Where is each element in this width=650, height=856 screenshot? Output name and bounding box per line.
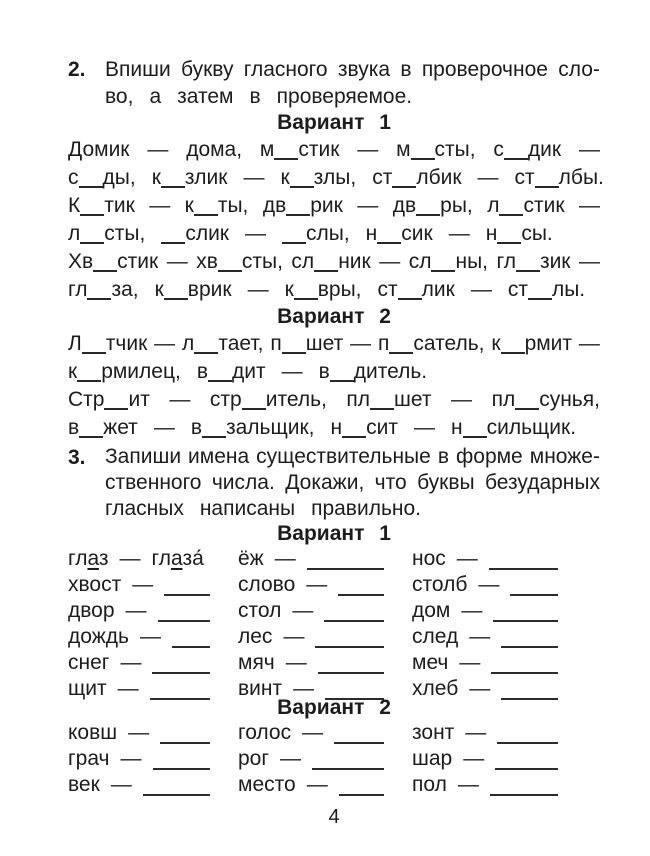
page-number: 4: [328, 806, 340, 828]
word: м стик: [259, 138, 340, 161]
word: к рмилец,: [68, 360, 181, 383]
word: ёж: [238, 547, 264, 570]
word-pair-cell: [68, 624, 210, 650]
word: зонт: [412, 721, 455, 744]
word: л тает,: [182, 332, 264, 355]
em-dash: —: [120, 651, 142, 674]
answer-blank-line: [491, 650, 558, 674]
answer-blank-line: [510, 572, 558, 596]
word: —: [149, 194, 171, 217]
word: Хв стик: [68, 250, 159, 273]
fill-in-blank: [82, 347, 106, 354]
exercise-3-number: 3.: [68, 446, 86, 469]
fill-in-blank: [392, 181, 416, 188]
word: дв рик: [262, 194, 343, 217]
em-dash: —: [280, 747, 302, 770]
exercise-2-number: 2.: [68, 58, 86, 81]
fill-in-blank: [218, 265, 242, 272]
fill-in-blank: [342, 431, 366, 438]
exercise-2-variant-2-heading: Вариант 2: [277, 305, 391, 328]
fill-in-blank: [294, 293, 318, 300]
answer-blank-line: [334, 720, 384, 744]
word-pair-row: [68, 598, 558, 624]
word: век: [68, 773, 100, 796]
word: —: [357, 138, 379, 161]
word: —: [357, 194, 379, 217]
word-pair-cell: [68, 546, 210, 572]
word: стр итель,: [209, 388, 327, 411]
fill-in-blank: [194, 209, 218, 216]
word-pair-cell: [412, 624, 558, 650]
word: затем: [177, 85, 234, 108]
word: винт: [238, 677, 283, 700]
word: —: [281, 360, 303, 383]
word: м сты,: [396, 138, 476, 161]
word: в дит: [196, 360, 266, 383]
word-pair-cell: [412, 746, 558, 772]
word: голос: [238, 721, 292, 744]
fill-in-blank: [202, 431, 226, 438]
word-pair-cell: [68, 650, 210, 676]
text-line: [68, 164, 604, 192]
fill-in-blank: [282, 237, 306, 244]
em-dash: —: [274, 547, 296, 570]
answer-blank-line: [324, 598, 384, 622]
word: во,: [105, 85, 134, 108]
word: Домик: [68, 138, 130, 161]
word: к злы,: [280, 166, 357, 189]
word-pair-cell: [238, 720, 384, 746]
exercise-2-instruction: [105, 56, 600, 110]
exercise-3-variant-2-heading: Вариант 2: [277, 696, 391, 719]
word: —: [379, 250, 401, 273]
fill-in-blank: [314, 265, 338, 272]
word: числа.: [211, 471, 275, 494]
word: Стр ит: [68, 388, 150, 411]
word-pair-row: [68, 546, 558, 572]
word: снег: [68, 651, 110, 674]
text-line: [68, 248, 600, 276]
word: форме: [455, 445, 523, 468]
word: Запиши: [105, 445, 182, 468]
underlined-letter: а: [87, 547, 99, 570]
word: дождь: [68, 625, 129, 648]
em-dash: —: [306, 773, 328, 796]
word-pair-cell: [238, 598, 384, 624]
word: —: [154, 332, 176, 355]
word-pair-cell: [412, 572, 558, 598]
word-pair-cell: [68, 772, 210, 798]
word: н сы.: [485, 222, 553, 245]
word: правильно.: [311, 497, 421, 520]
answer-blank-line: [150, 676, 210, 700]
word: н сик: [365, 222, 433, 245]
word: пл сунья,: [491, 388, 600, 411]
word: дом: [412, 599, 451, 622]
em-dash: —: [132, 573, 154, 596]
word-pair-cell: [412, 676, 558, 702]
word: нос: [412, 547, 446, 570]
text-line: [68, 276, 600, 304]
word: множе-: [529, 445, 600, 468]
exercise-3-variant-1-table: [68, 546, 558, 702]
fill-in-blank: [528, 293, 552, 300]
word: —: [166, 250, 188, 273]
fill-in-blank: [497, 237, 521, 244]
fill-in-blank: [80, 237, 104, 244]
fill-in-blank: [282, 347, 306, 354]
answer-blank-line: [490, 772, 558, 796]
word: —: [247, 278, 269, 301]
word: в: [249, 85, 261, 108]
word: —: [350, 332, 372, 355]
word: слик: [161, 220, 229, 248]
answer-blank-line: [489, 546, 558, 570]
text-line: [68, 136, 600, 164]
em-dash: —: [120, 747, 142, 770]
word: буквы: [417, 471, 475, 494]
word: в дитель.: [318, 360, 428, 383]
word-pair-cell: [412, 772, 558, 798]
em-dash: —: [463, 747, 485, 770]
text-line: [68, 358, 600, 386]
exercise-3-variant-1-heading: Вариант 1: [277, 522, 391, 545]
text-line: [68, 192, 600, 220]
word: Л тчик: [68, 332, 148, 355]
word: —: [244, 222, 266, 245]
word: дома,: [186, 138, 243, 161]
fill-in-blank: [79, 431, 103, 438]
word: шар: [412, 747, 453, 770]
word: н сит: [330, 416, 398, 439]
answer-blank-line: [312, 746, 384, 770]
em-dash: —: [117, 677, 139, 700]
word: проверочное: [421, 58, 548, 81]
word: проверяемое.: [276, 85, 413, 108]
fill-in-blank: [411, 153, 435, 160]
word: гл за,: [68, 278, 139, 301]
word-pair-cell: [68, 572, 210, 598]
em-dash: —: [292, 599, 314, 622]
word: хв сты,: [196, 250, 283, 273]
word: что: [374, 471, 407, 494]
word-pair-row: [68, 772, 558, 798]
word: —: [477, 166, 499, 189]
em-dash: —: [306, 573, 328, 596]
fill-in-blank: [398, 293, 422, 300]
word-pair-cell: [238, 624, 384, 650]
word: гласного: [243, 58, 328, 81]
answer-blank-line: [339, 772, 384, 796]
word-pair-cell: [68, 746, 210, 772]
em-dash: —: [128, 721, 150, 744]
em-dash: —: [456, 547, 478, 570]
word: —: [413, 416, 435, 439]
answer-word: глаза́: [151, 547, 204, 570]
word: сл ны,: [408, 250, 488, 273]
fill-in-blank: [87, 293, 111, 300]
em-dash: —: [125, 599, 147, 622]
word: ст лик: [377, 278, 455, 301]
exercise-3-instruction: [105, 444, 600, 522]
word: двор: [68, 599, 115, 622]
word-pair-cell: [68, 676, 210, 702]
fill-in-blank: [431, 265, 455, 272]
text-line: [105, 444, 600, 470]
answer-blank-line: [493, 598, 558, 622]
word: пол: [412, 773, 447, 796]
em-dash: —: [461, 599, 483, 622]
exercise-2-variant-1-lines: [68, 136, 604, 304]
answer-blank-line: [315, 624, 384, 648]
word: —: [578, 332, 600, 355]
word: дв ры,: [392, 194, 473, 217]
answer-blank-line: [153, 746, 211, 770]
word: —: [578, 138, 600, 161]
fill-in-blank: [77, 375, 101, 382]
answer-blank-line: [338, 572, 384, 596]
fill-in-blank: [104, 403, 128, 410]
exercise-2-header: [68, 56, 600, 110]
word: рог: [238, 747, 270, 770]
text-line: [105, 470, 600, 496]
word: к злик: [151, 166, 228, 189]
fill-in-blank: [516, 265, 540, 272]
em-dash: —: [139, 625, 161, 648]
word-pair-cell: [412, 598, 558, 624]
word: столб: [412, 573, 468, 596]
fill-in-blank: [274, 153, 298, 160]
word-pair-row: [68, 624, 558, 650]
answer-blank-line: [318, 650, 384, 674]
word: слово: [238, 573, 296, 596]
word: к врик: [154, 278, 232, 301]
word: —: [470, 278, 492, 301]
word: к ты,: [184, 194, 249, 217]
fill-in-blank: [463, 431, 487, 438]
answer-blank-line: [495, 746, 558, 770]
word: —: [169, 388, 191, 411]
em-dash: —: [459, 651, 481, 674]
fill-in-blank: [286, 209, 310, 216]
word: —: [578, 194, 600, 217]
fill-in-blank: [330, 375, 354, 382]
word: букву: [181, 58, 234, 81]
fill-in-blank: [499, 209, 523, 216]
word: сло-: [558, 58, 600, 81]
fill-in-blank: [242, 403, 266, 410]
word: меч: [412, 651, 449, 674]
word: ст лбы.: [514, 166, 604, 189]
word: стол: [238, 599, 282, 622]
fill-in-blank: [377, 237, 401, 244]
word: лес: [238, 625, 273, 648]
answer-blank-line: [307, 546, 384, 570]
word: грач: [68, 747, 110, 770]
fill-in-blank: [79, 181, 103, 188]
word: п сатель,: [377, 332, 485, 355]
em-dash: —: [283, 625, 305, 648]
word: —: [451, 388, 473, 411]
word: Докажи,: [285, 471, 365, 494]
text-line: [68, 330, 600, 358]
word: ст лбик: [372, 166, 462, 189]
em-dash: —: [469, 677, 491, 700]
text-line: [105, 56, 600, 83]
answer-blank-line: [152, 650, 210, 674]
exercise-2-variant-1-heading: Вариант 1: [277, 111, 391, 134]
fill-in-blank: [515, 403, 539, 410]
fill-in-blank: [208, 375, 232, 382]
word: —: [579, 250, 600, 273]
answer-blank-line: [501, 624, 558, 648]
exercise-2-variant-2-lines: [68, 330, 600, 442]
word: безударных: [484, 471, 600, 494]
word: с дик: [493, 138, 562, 161]
fill-in-blank: [370, 403, 394, 410]
word: н сильщик.: [450, 416, 577, 439]
em-dash: —: [119, 547, 141, 570]
word: слы,: [282, 220, 350, 248]
em-dash: —: [457, 773, 479, 796]
word: существительные: [256, 445, 431, 468]
word: хлеб: [412, 677, 459, 700]
fill-in-blank: [504, 153, 528, 160]
word: К тик: [68, 194, 135, 217]
word: п шет: [270, 332, 344, 355]
word: а: [149, 85, 162, 108]
word: —: [243, 166, 265, 189]
em-dash: —: [478, 573, 500, 596]
word-pair-cell: [412, 720, 558, 746]
word: гл зик: [496, 250, 571, 273]
fill-in-blank: [194, 347, 218, 354]
fill-in-blank: [416, 209, 440, 216]
word: к вры,: [284, 278, 362, 301]
word: написаны: [199, 497, 296, 520]
em-dash: —: [465, 721, 487, 744]
answer-blank-line: [143, 772, 210, 796]
answer-blank-line: [497, 720, 558, 744]
em-dash: —: [469, 625, 491, 648]
text-line: [68, 220, 600, 248]
word: хвост: [68, 573, 122, 596]
word: мяч: [238, 651, 275, 674]
em-dash: —: [302, 721, 324, 744]
word-pair-cell: [238, 772, 384, 798]
word: место: [238, 773, 296, 796]
word: ст лы.: [507, 278, 586, 301]
text-line: [68, 386, 600, 414]
answer-blank-line: [160, 720, 210, 744]
word-pair-cell: [238, 746, 384, 772]
em-dash: —: [110, 773, 132, 796]
em-dash: —: [285, 651, 307, 674]
word: Впиши: [105, 58, 171, 81]
word-pair-row: [68, 650, 558, 676]
word-pair-cell: [238, 650, 384, 676]
word: в: [437, 445, 449, 468]
fill-in-blank: [290, 181, 314, 188]
fill-in-blank: [535, 181, 559, 188]
word-pair-row: [68, 572, 558, 598]
word-pair-cell: [412, 546, 558, 572]
word: в жет: [68, 416, 138, 439]
answer-blank-line: [164, 572, 210, 596]
word-pair-row: [68, 720, 558, 746]
answer-blank-line: [158, 598, 210, 622]
fill-in-blank: [80, 209, 104, 216]
word: ственного: [105, 471, 202, 494]
word: ковш: [68, 721, 118, 744]
word: в зальщик,: [190, 416, 315, 439]
fill-in-blank: [161, 237, 185, 244]
fill-in-blank: [389, 347, 413, 354]
word: пл шет: [346, 388, 432, 411]
word: л стик: [487, 194, 565, 217]
fill-in-blank: [161, 181, 185, 188]
word: —: [147, 138, 169, 161]
word-pair-cell: [238, 572, 384, 598]
em-dash: —: [293, 677, 315, 700]
word: след: [412, 625, 459, 648]
word: в: [400, 58, 412, 81]
word: к рмит: [491, 332, 573, 355]
fill-in-blank: [164, 293, 188, 300]
word-pair-cell: [68, 720, 210, 746]
word-pair-cell: [238, 546, 384, 572]
text-line: [105, 496, 600, 522]
answer-blank-line: [501, 676, 558, 700]
text-line: [105, 83, 600, 110]
fill-in-blank: [93, 265, 117, 272]
fill-in-blank: [501, 347, 525, 354]
word: —: [153, 416, 175, 439]
word: с ды,: [68, 166, 136, 189]
exercise-3-variant-2-table: [68, 720, 558, 798]
word: л сты,: [68, 222, 146, 245]
word-pair-cell: [68, 598, 210, 624]
exercise-3-header: [68, 444, 600, 522]
word: щит: [68, 677, 107, 700]
word-pair-row: [68, 746, 558, 772]
word: имена: [188, 445, 250, 468]
word: звука: [337, 58, 391, 81]
text-line: [68, 414, 600, 442]
word-pair-cell: [412, 650, 558, 676]
word: —: [448, 222, 470, 245]
word: гласных: [105, 497, 184, 520]
word: сл ник: [291, 250, 371, 273]
underlined-letter: а: [171, 547, 183, 570]
answer-blank-line: [172, 624, 210, 648]
word: глаз: [68, 547, 109, 570]
